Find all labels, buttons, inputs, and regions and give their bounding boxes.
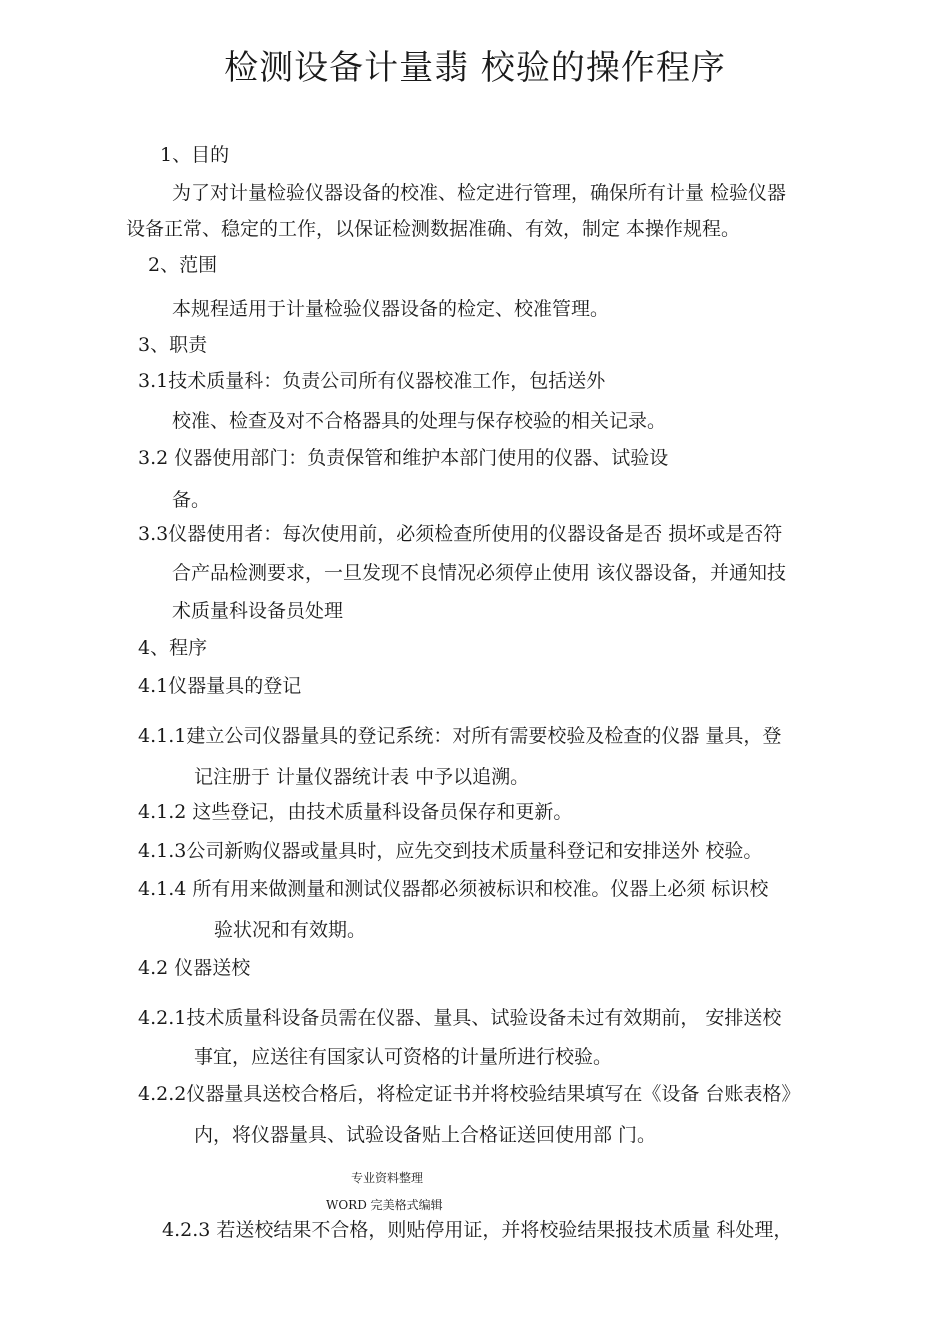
document-line: 2、范围 xyxy=(148,254,218,276)
document-line: 本规程适用于计量检验仪器设备的检定、校准管理。 xyxy=(172,298,610,320)
document-line: 3.2 仪器使用部门：负责保管和维护本部门使用的仪器、试验设 xyxy=(138,447,669,469)
document-line: 4.1.2 这些登记，由技术质量科设备员保存和更新。 xyxy=(138,801,573,823)
document-line: 4.1.4 所有用来做测量和测试仪器都必须被标识和校准。仪器上必须 标识校 xyxy=(138,878,769,900)
document-line: 记注册于 计量仪器统计表 中予以追溯。 xyxy=(194,766,530,788)
document-line: 3.1技术质量科：负责公司所有仪器校准工作，包括送外 xyxy=(138,370,606,392)
document-line: 4.1.3公司新购仪器或量具时，应先交到技术质量科登记和安排送外 校验。 xyxy=(138,840,763,862)
document-title: 检测设备计量翡 校验的操作程序 xyxy=(224,48,726,88)
document-line: 3.3仪器使用者：每次使用前，必须检查所使用的仪器设备是否 损坏或是否符 xyxy=(138,523,783,545)
document-line: 校准、检查及对不合格器具的处理与保存校验的相关记录。 xyxy=(172,410,667,432)
document-line: 内，将仪器量具、试验设备贴上合格证送回使用部 门。 xyxy=(194,1124,657,1146)
document-line: 设备正常、稳定的工作，以保证检测数据准确、有效，制定 本操作规程。 xyxy=(126,218,741,240)
document-line: 4.2.2仪器量具送校合格后，将检定证书并将校验结果填写在《设备 台账表格》 xyxy=(138,1083,801,1105)
document-line: 事宜，应送往有国家认可资格的计量所进行校验。 xyxy=(194,1046,613,1068)
document-line: 4.1.1建立公司仪器量具的登记系统：对所有需要校验及检查的仪器 量具，登 xyxy=(138,725,782,747)
footer-note: WORD 完美格式编辑 xyxy=(326,1198,443,1212)
document-line: 备。 xyxy=(172,489,211,511)
document-line: 4、程序 xyxy=(138,637,208,659)
document-line: 3、职责 xyxy=(138,334,208,356)
document-line: 1、目的 xyxy=(160,144,230,166)
document-line: 4.2.3 若送校结果不合格，则贴停用证，并将校验结果报技术质量 科处理， xyxy=(162,1219,793,1241)
document-line: 4.2.1技术质量科设备员需在仪器、量具、试验设备未过有效期前， 安排送校 xyxy=(138,1007,782,1029)
document-line: 术质量科设备员处理 xyxy=(172,600,344,622)
footer-note: 专业资料整理 xyxy=(351,1171,424,1185)
document-line: 为了对计量检验仪器设备的校准、检定进行管理，确保所有计量 检验仪器 xyxy=(172,182,787,204)
document-line: 4.2 仪器送校 xyxy=(138,957,251,979)
document-line: 合产品检测要求，一旦发现不良情况必须停止使用 该仪器设备，并通知技 xyxy=(172,562,787,584)
document-line: 4.1仪器量具的登记 xyxy=(138,675,302,697)
document-line: 验状况和有效期。 xyxy=(214,919,367,941)
